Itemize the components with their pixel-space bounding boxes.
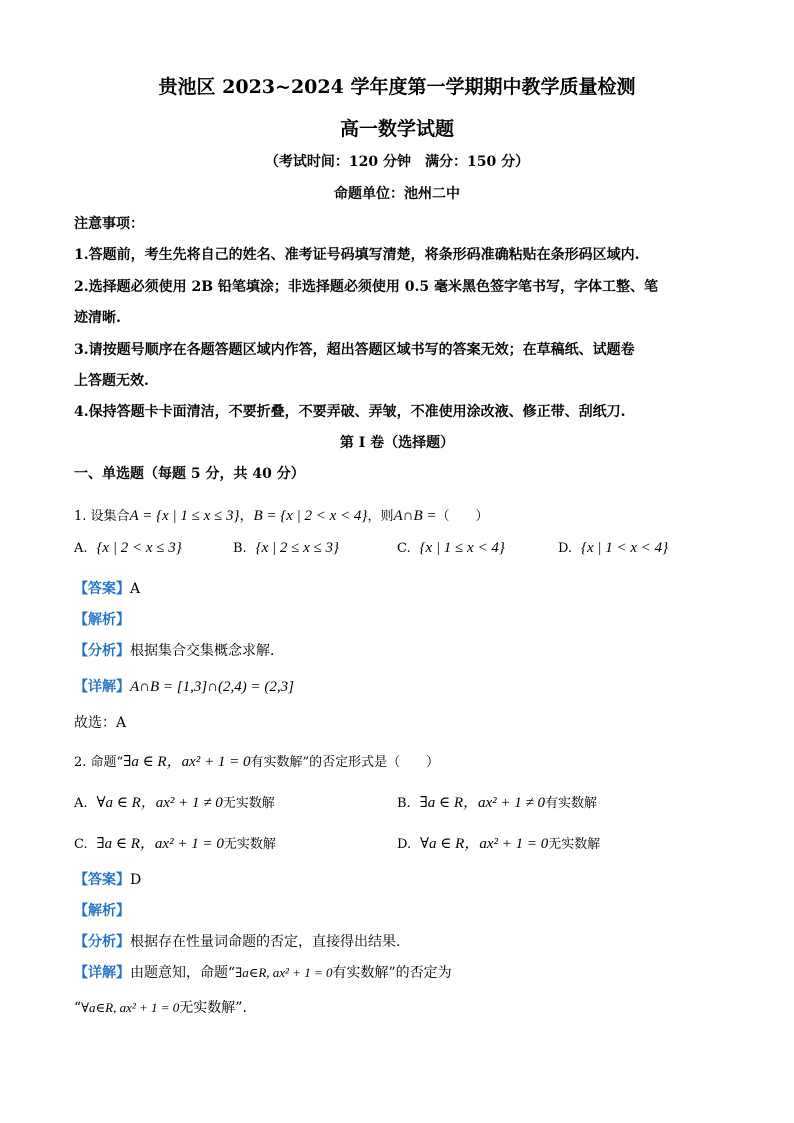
q1-option-b-text: {x | 2 ≤ x ≤ 3} [255,540,339,556]
notes-line-2-cont: 迹清晰. [74,310,121,326]
q2-option-d-text: 无实数解 [548,837,601,852]
q1-detail [74,676,294,696]
exam-issuer: 命题单位：池州二中 [334,186,460,202]
q2-answer-tag: 【答案】 [74,872,130,888]
q2-option-b [397,791,597,812]
q2-stem [74,750,439,771]
q1-fenxi [74,640,284,660]
q1-detail-tag: 【详解】 [74,679,130,695]
q2-fenxi-tag: 【分析】 [74,934,130,950]
q1-answer-tag: 【答案】 [74,581,130,597]
notes-line-3-cont: 上答题无效. [74,373,149,389]
q1-expr: A∩B = [393,508,437,524]
q2-option-b-label: B. [397,796,411,811]
q2-detail [74,962,452,982]
q1-set-b: B = {x | 2 < x < 4} [253,508,368,524]
q1-fenxi-text: 根据集合交集概念求解． [130,643,284,659]
q2-option-a-text: 无实数解 [222,796,275,811]
part-title: 第 I 卷（选择题） [339,435,455,451]
q1-option-c [397,540,505,557]
q1-then: ，则 [367,509,394,524]
q2-option-c-text: 无实数解 [223,837,276,852]
q1-set-a: A = {x | 1 ≤ x ≤ 3} [129,508,240,524]
q2-option-c-math: ∃a ∈ R，ax² + 1 = 0 [96,836,224,852]
q2-detail2-b: 无实数解”. [179,1000,247,1016]
q1-choice [74,712,126,732]
q2-fenxi [74,931,400,951]
q2-option-b-text: 有实数解 [545,796,598,811]
q2-option-d-label: D. [397,837,412,852]
q1-option-a-text: {x | 2 < x ≤ 3} [96,540,182,556]
q1-choice-text: 故选：A [74,715,127,731]
q2-answer-value: D [130,872,142,888]
q2-option-c-label: C. [74,837,88,852]
q2-detail-math: ∃a∈R, ax² + 1 = 0 [235,965,333,980]
q2-option-a [74,791,275,812]
q1-analysis [74,609,130,629]
q2-detail-b: 有实数解”的否定为 [332,965,452,981]
q1-option-d-label: D. [558,541,573,556]
q1-detail-text: A∩B = [1,3]∩(2,4) = (2,3] [130,679,294,695]
q1-option-c-text: {x | 1 ≤ x < 4} [419,540,505,556]
q2-analysis-tag: 【解析】 [74,903,130,919]
q2-option-d-math: ∀a ∈ R，ax² + 1 = 0 [420,836,549,852]
q1-option-c-label: C. [397,541,411,556]
exam-info: （考试时间：120 分钟 满分：150 分） [264,154,530,170]
q1-option-b [233,540,339,557]
q2-option-a-label: A. [74,796,88,811]
q2-stem-b: 有实数解”的否定形式是（ ） [250,755,440,770]
notes-line-4: 4.保持答题卡卡面清洁，不要折叠，不要弄破、弄皱，不准使用涂改液、修正带、刮纸刀. [74,404,626,420]
q1-option-d [558,540,668,557]
q2-option-a-math: ∀a ∈ R，ax² + 1 ≠ 0 [96,795,223,811]
q1-stem [74,505,489,525]
q2-option-d [397,832,600,853]
q1-analysis-tag: 【解析】 [74,612,130,628]
notes-heading: 注意事项： [74,216,144,232]
exam-subtitle: 高一数学试题 [339,118,454,140]
q1-fenxi-tag: 【分析】 [74,643,130,659]
q2-detail2-a: “ [74,1000,82,1016]
q2-stem-a: 2. 命题“ [74,755,124,770]
exam-title: 贵池区 2023~2024 学年度第一学期期中教学质量检测 [158,76,636,98]
q1-answer [74,578,140,598]
q2-fenxi-text: 根据存在性量词命题的否定，直接得出结果. [130,934,401,950]
q1-answer-value: A [130,581,141,597]
notes-line-2: 2.选择题必须使用 2B 铅笔填涂；非选择题必须使用 0.5 毫米黑色签字笔书写，字体工整、笔 [74,279,659,295]
q2-detail2-math: ∀a∈R, ax² + 1 = 0 [81,1000,180,1015]
q1-option-d-text: {x | 1 < x < 4} [581,540,669,556]
q2-stem-math: ∃a ∈ R，ax² + 1 = 0 [123,754,251,770]
q1-paren: （ ） [436,509,489,524]
q2-detail-tag: 【详解】 [74,965,130,981]
q2-detail-cont [74,997,247,1017]
q2-option-c [74,832,276,853]
q2-detail-a: 由题意知，命题“ [130,965,236,981]
q1-sep: ， [239,508,254,524]
notes-line-1: 1.答题前，考生先将自己的姓名、准考证号码填写清楚，将条形码准确粘贴在条形码区域内. [74,247,640,263]
q2-answer [74,869,141,889]
q1-prefix: 1. 设集合 [74,509,130,524]
q1-option-a-label: A. [74,541,88,556]
q1-option-a [74,540,182,557]
q2-option-b-math: ∃a ∈ R，ax² + 1 ≠ 0 [419,795,546,811]
q2-analysis [74,900,130,920]
q1-option-b-label: B. [233,541,247,556]
notes-line-3: 3.请按题号顺序在各题答题区域内作答，超出答题区域书写的答案无效；在草稿纸、试题卷 [74,342,635,358]
section-heading: 一、单选题（每题 5 分，共 40 分） [74,466,305,482]
